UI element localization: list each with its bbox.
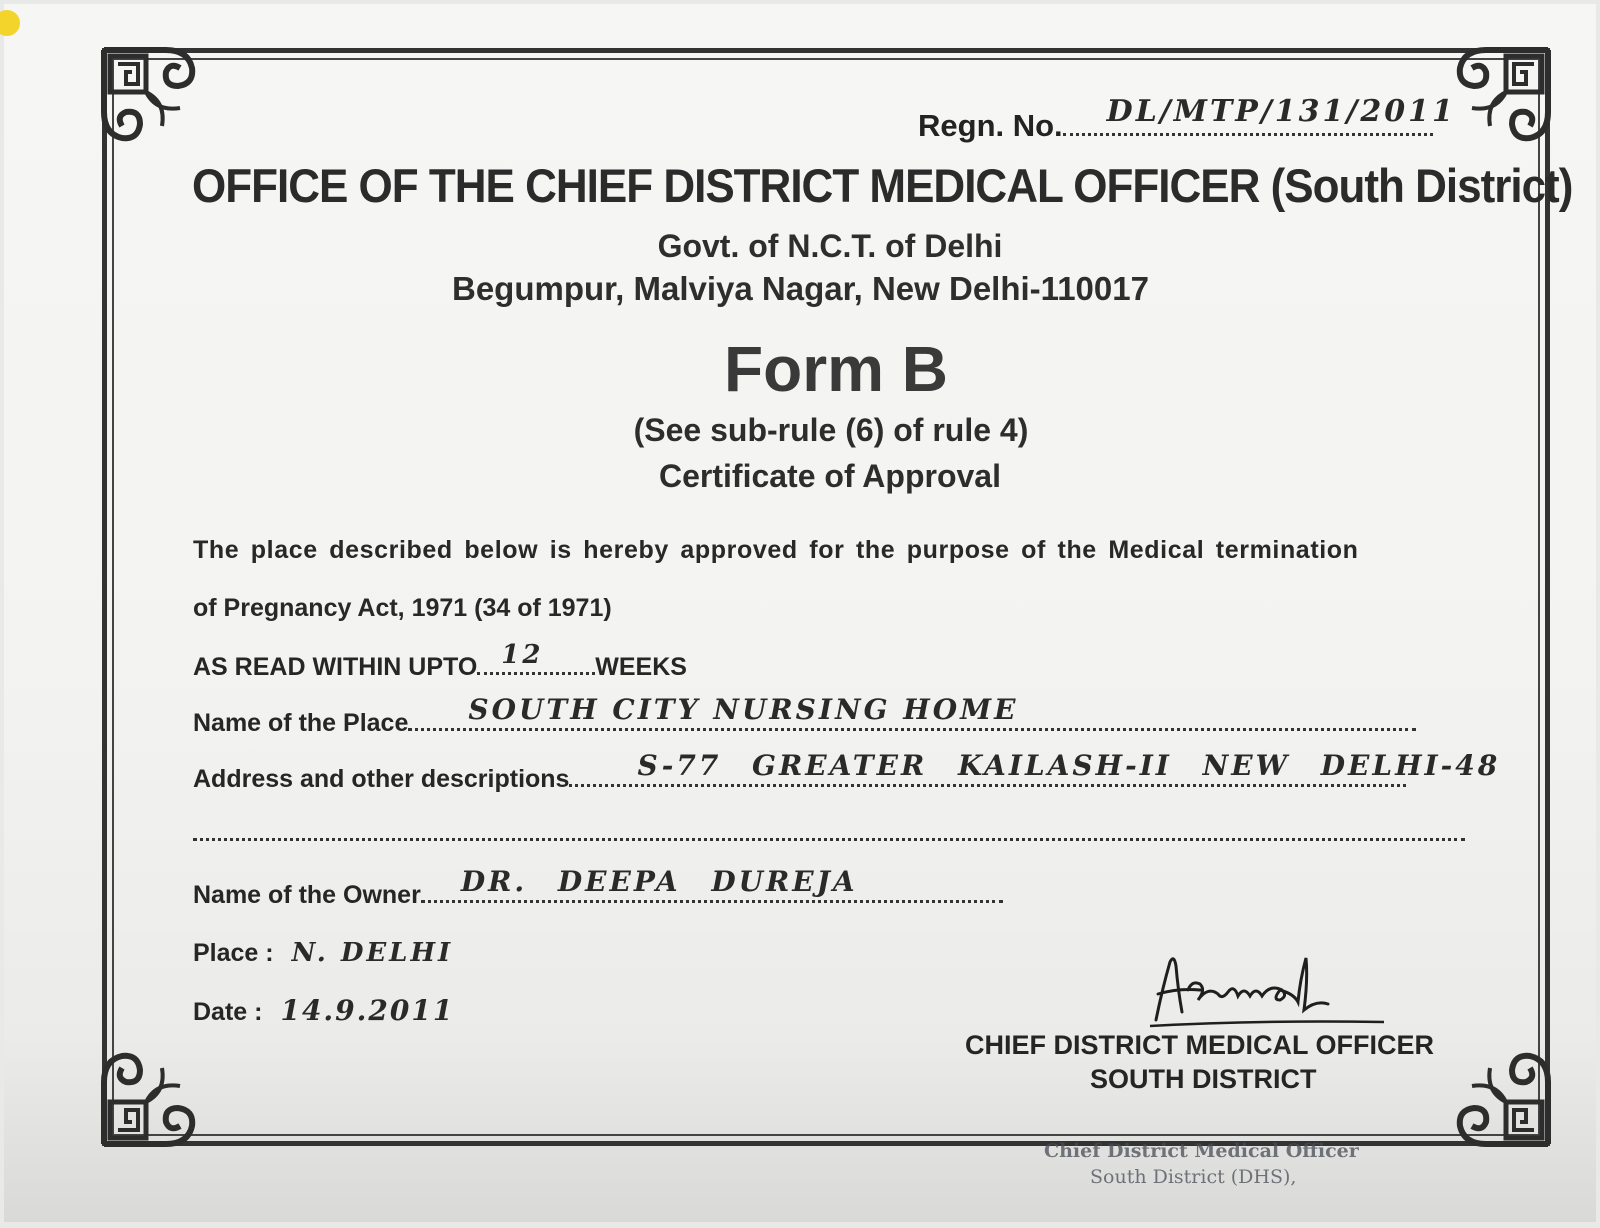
office-title: OFFICE OF THE CHIEF DISTRICT MEDICAL OFFICER (South District) [192, 160, 1573, 213]
owner-dotted-line [421, 865, 1003, 903]
weeks-field [193, 640, 687, 682]
place-label: Place : [193, 939, 274, 967]
place-value: N. DELHI [291, 938, 454, 968]
date-label: Date : [193, 998, 263, 1026]
weeks-suffix: WEEKS [595, 653, 687, 681]
ornament-corner-bottom-right [1438, 1034, 1556, 1152]
approval-text-line-2: of Pregnancy Act, 1971 (34 of 1971) [193, 594, 612, 622]
registration-label: Regn. No. [918, 108, 1063, 143]
place-name-dotted-line [408, 693, 1416, 731]
owner-label: Name of the Owner [193, 881, 421, 909]
approval-text-line-1: The place described below is hereby approved for the purpose of the Medical termination [193, 536, 1359, 564]
ornament-corner-top-left [96, 42, 214, 160]
address-dotted-line [569, 749, 1501, 787]
registration-dotted-line [1063, 94, 1456, 136]
office-stamp-line-1: Chief District Medical Officer [1044, 1140, 1359, 1162]
office-stamp-line-2: South District (DHS), [1090, 1166, 1297, 1188]
address-label: Address and other descriptions [193, 765, 570, 793]
date-value: 14.9.2011 [280, 994, 455, 1027]
place-name-label: Name of the Place [193, 709, 409, 737]
weeks-value: 12 [501, 640, 544, 670]
registration-number [918, 94, 1456, 144]
signatory-title: CHIEF DISTRICT MEDICAL OFFICER [965, 1030, 1434, 1060]
place-name-field [193, 693, 1416, 738]
ornament-corner-bottom-left [96, 1034, 214, 1152]
address-continuation-dotted-line [193, 818, 1465, 841]
signature [1148, 950, 1388, 1030]
office-address: Begumpur, Malviya Nagar, New Delhi-110017 [452, 270, 1149, 307]
weeks-dotted-line [477, 640, 595, 675]
weeks-prefix: AS READ WITHIN UPTO [193, 653, 478, 681]
form-title: Form B [724, 333, 948, 405]
certificate-title: Certificate of Approval [659, 458, 1001, 494]
owner-field [193, 865, 1003, 910]
place-name-value: SOUTH CITY NURSING HOME [468, 693, 1019, 726]
owner-value: DR. DEEPA DUREJA [460, 865, 858, 898]
place-field [193, 938, 453, 968]
govt-line: Govt. of N.C.T. of Delhi [657, 228, 1003, 264]
date-field [193, 994, 454, 1027]
sub-rule-reference: (See sub-rule (6) of rule 4) [633, 412, 1029, 448]
signatory-district: SOUTH DISTRICT [1090, 1064, 1317, 1094]
address-field [193, 749, 1501, 794]
pushpin [0, 10, 20, 36]
registration-value: DL/MTP/131/2011 [1106, 94, 1456, 129]
address-value: S-77 GREATER KAILASH-II NEW DELHI-48 [637, 749, 1501, 782]
